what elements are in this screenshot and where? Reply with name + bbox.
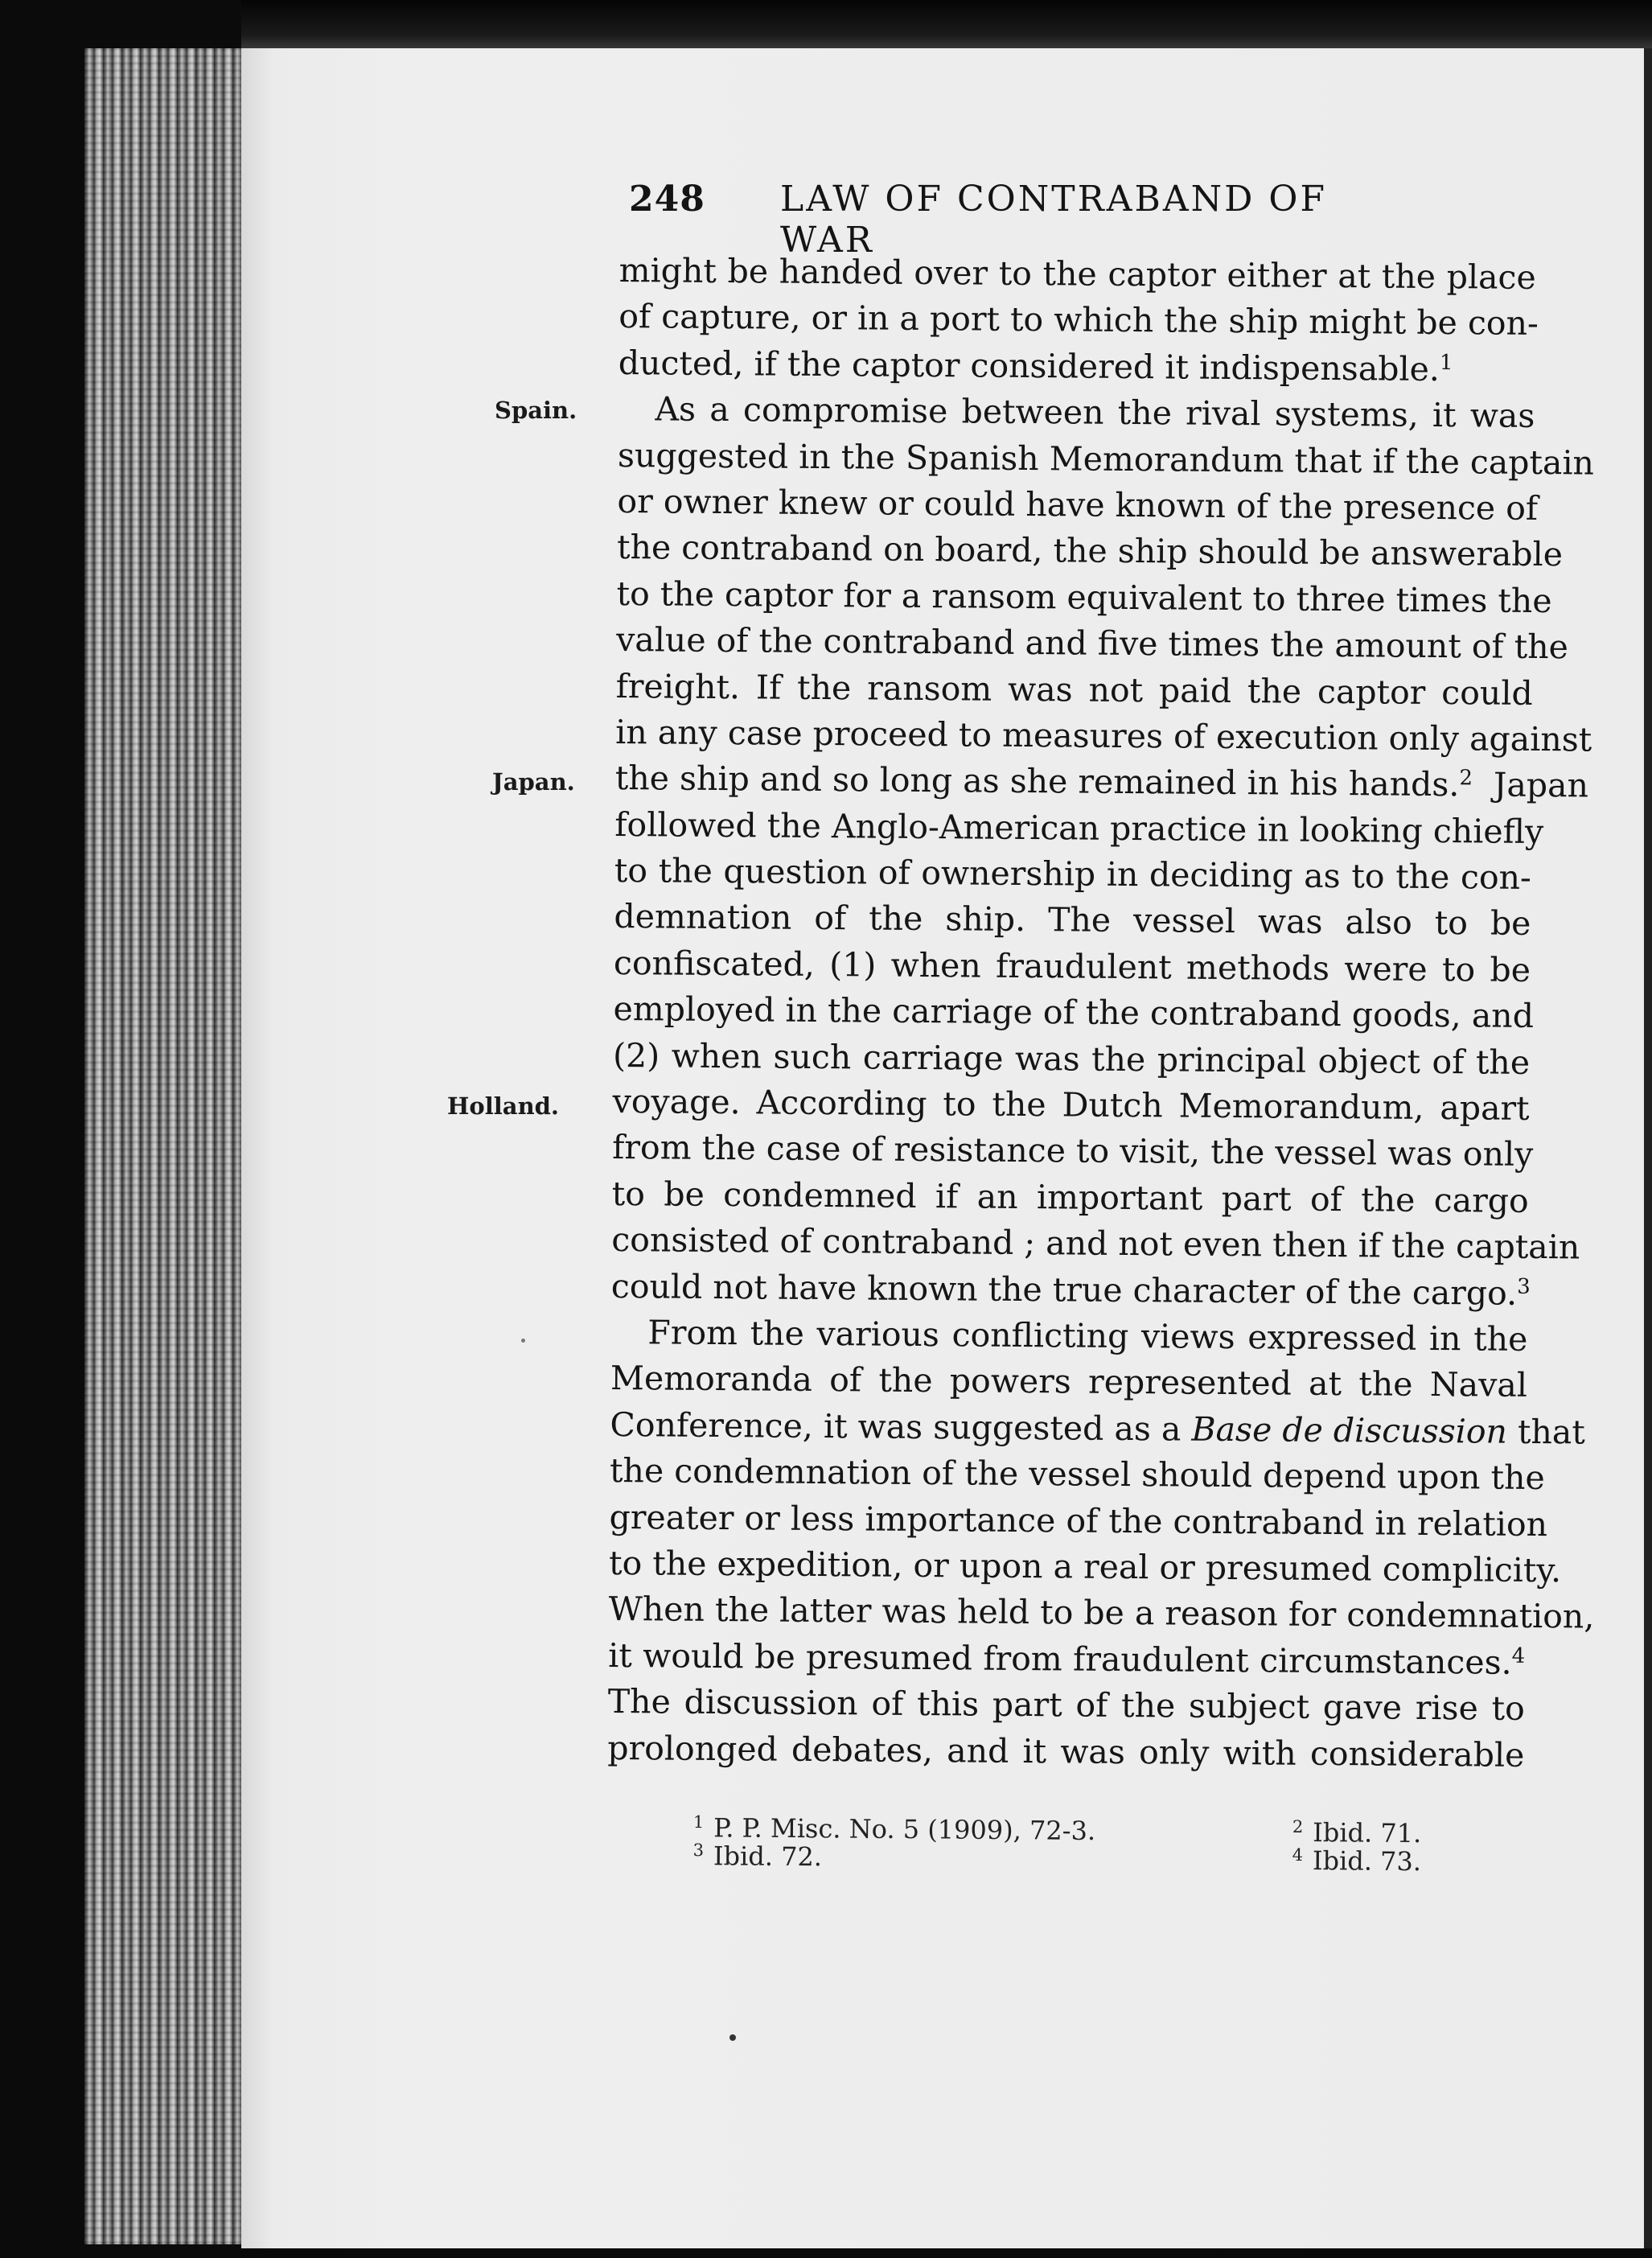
sidenote-holland: Holland. [447,1092,560,1120]
footnote-ref: 3 [1517,1274,1531,1299]
right-border [1644,48,1652,2248]
footnote: $^2$ Ibid. 71. [1292,1816,1422,1849]
footnote-ref: 4 [1511,1643,1526,1668]
body-text [607,248,1595,1779]
text-line: When the latter was held to be a reason for condemnation, [608,1590,1595,1636]
sidenote-japan: Japan. [492,768,575,796]
footnote-ref: 2 [1459,766,1473,791]
text-line: Memoranda of the powers represented at the Naval [610,1359,1528,1405]
text-line: demnation of the ship. The vessel was also to be [614,897,1531,944]
text-line: (2) when such carriage was the principal object of the [612,1035,1531,1082]
footnote: $^3$ Ibid. 72. [692,1840,823,1873]
text-line: the ship and so long as she remained in his hands.$^2$ Japan [614,759,1589,805]
text-line: followed the Anglo-American practice in looking chiefly [614,804,1544,851]
text-line: to be condemned if an important part of the cargo [611,1174,1529,1220]
text-line: in any case proceed to measures of execution only against [615,712,1592,759]
text-line: freight. If the ransom was not paid the captor could [615,666,1533,713]
text-line: As a compromise between the rival systems, it was [655,389,1535,436]
top-shadow [241,0,1652,50]
text-line: suggested in the Spanish Memorandum that if the captain [617,435,1595,483]
text-line: could not have known the true character of the cargo.$^3$ [610,1266,1531,1313]
text-line: employed in the carriage of the contraband goods, and [613,989,1535,1036]
ink-speck [729,2034,736,2041]
sidenote-spain: Spain. [495,397,577,424]
text-line: the condemnation of the vessel should depend upon the [609,1451,1545,1498]
text-line: greater or less importance of the contraband in relation [609,1497,1548,1544]
ink-speck [521,1339,525,1343]
text-line: to the question of ownership in deciding as to the con- [614,851,1532,898]
text-line: from the case of resistance to visit, the vessel was only [612,1128,1534,1174]
text-line: voyage. According to the Dutch Memorandum, apart [612,1081,1530,1128]
footnote-row [692,1842,1432,1876]
footnote-ref: 1 [1439,350,1453,375]
text-line: the contraband on board, the ship should be answerable [616,528,1564,574]
text-line: Conference, it was suggested as a Base de discussion that [610,1405,1585,1452]
text-line: of capture, or in a port to which the ship might be con- [618,297,1539,343]
footnotes [692,1814,1433,1876]
text-line: The discussion of this part of the subject gave rise to [607,1682,1525,1729]
italic-phrase: Base de discussion [1191,1409,1508,1451]
text-line: ducted, if the captor considered it indispensable.$^1$ [618,343,1453,389]
running-title: LAW OF CONTRABAND OF WAR [780,179,1327,261]
text-line: to the expedition, or upon a real or presumed complicity. [608,1543,1562,1590]
text-line: consisted of contraband ; and not even then if the captain [611,1220,1580,1267]
text-line: value of the contraband and five times the amount of the [615,620,1569,667]
footnote: $^1$ P. P. Misc. No. 5 (1909), 72-3. [692,1812,1096,1846]
text-line: From the various conflicting views expressed in the [647,1313,1528,1359]
text-line: prolonged debates, and it was only with considerable [607,1728,1525,1775]
footnote: $^4$ Ibid. 73. [1292,1845,1422,1878]
text-line: or owner knew or could have known of the presence of [617,481,1539,528]
text-line: to the captor for a ransom equivalent to three times the [616,574,1552,620]
running-head [629,179,1393,261]
page-number: 248 [629,179,705,220]
text-line: it would be presumed from fraudulent circumstances.$^4$ [608,1635,1526,1682]
text-line: might be handed over to the captor either at the place [618,250,1536,297]
text-line: confiscated, (1) when fraudulent methods were to be [613,943,1531,989]
